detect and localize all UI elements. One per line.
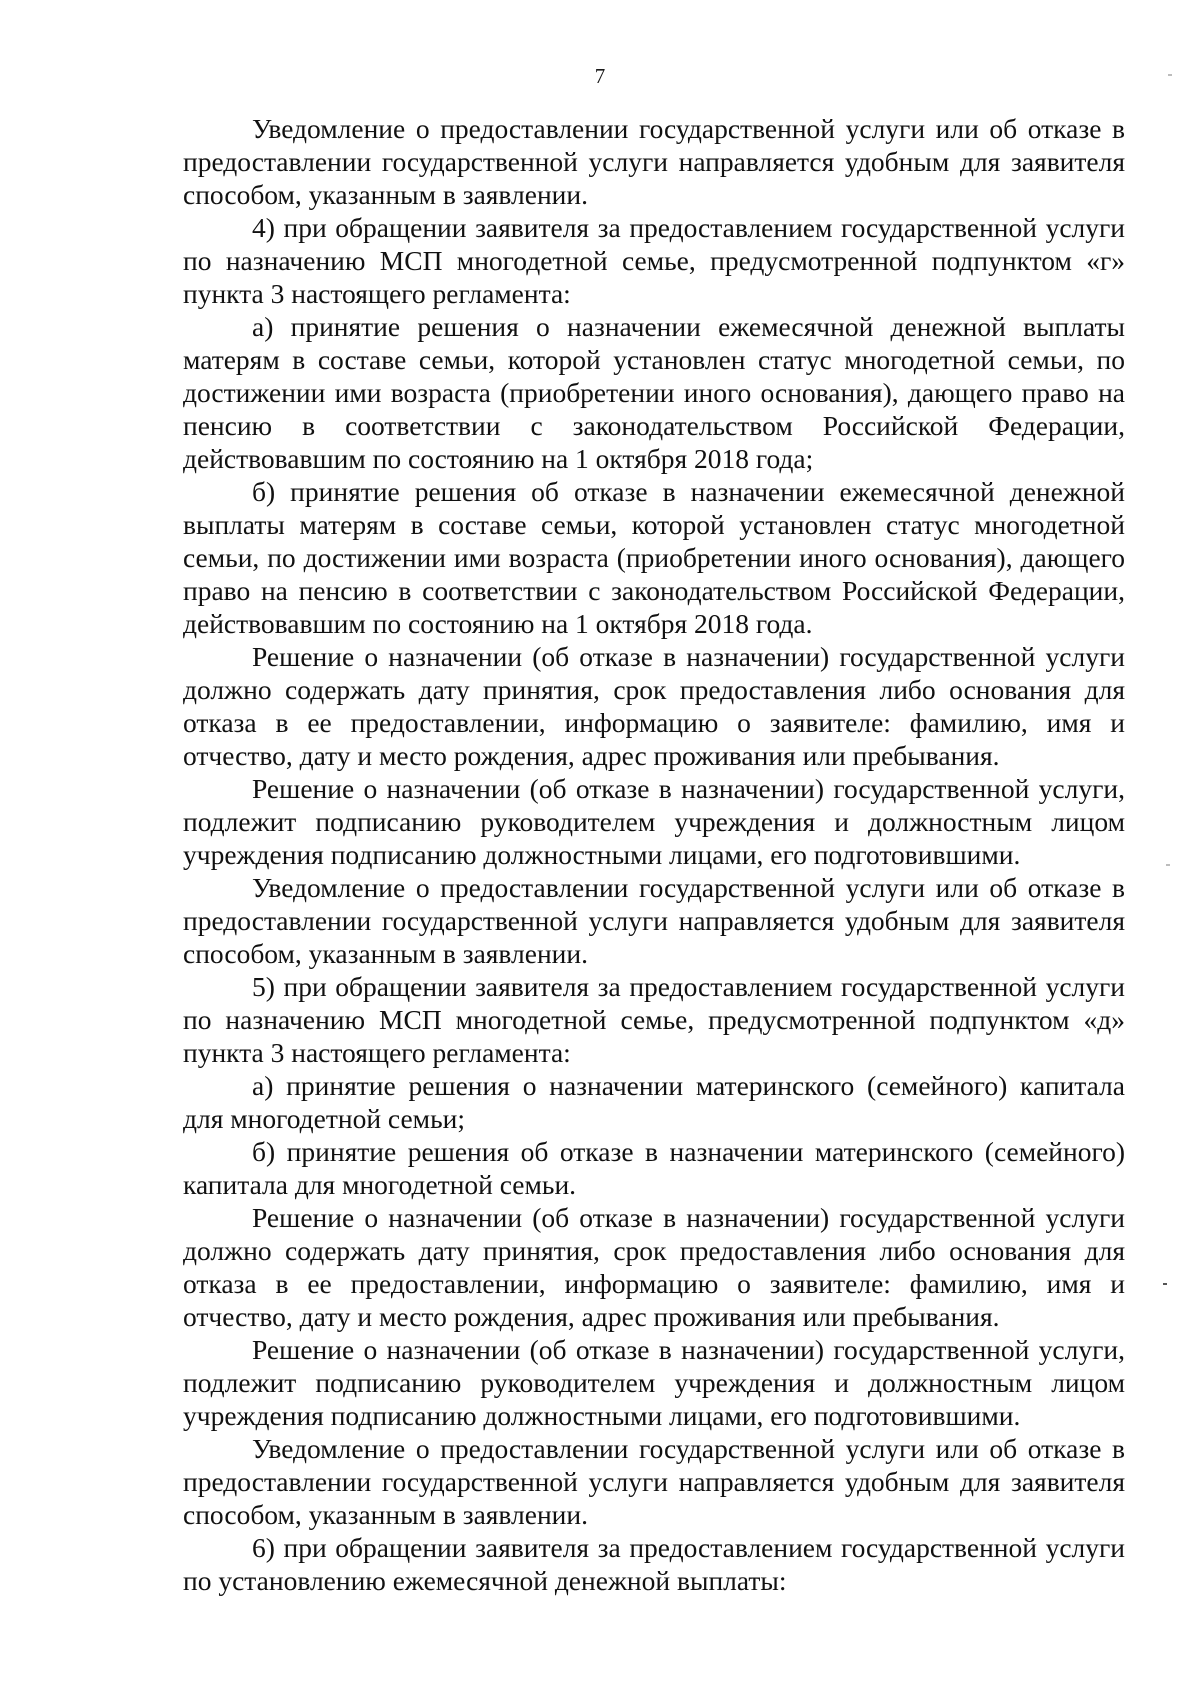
paragraph-notification-2: Уведомление о предоставлении государственной услуги или об отказе в предоставлении государственной услуги направляется удобным для заявителя способом, указанным в заявлении.	[183, 872, 1125, 969]
paragraph-item-5b: б) принятие решения об отказе в назначении материнского (семейного) капитала для многодетной семьи.	[183, 1136, 1125, 1200]
scan-speck	[1163, 1283, 1167, 1285]
paragraph-decision-signing-2: Решение о назначении (об отказе в назначении) государственной услуги, подлежит подписанию руководителем учреждения и должностным лицом учреждения подписанию должностными лицами, его подготовившими.	[183, 1334, 1125, 1431]
paragraph-decision-content-1: Решение о назначении (об отказе в назначении) государственной услуги должно содержать дату принятия, срок предоставления либо основания для отказа в ее предоставлении, информацию о заявителе: фамилию, имя и отчество, дату и место рождения, адрес проживания или пребывания.	[183, 641, 1125, 771]
paragraph-decision-signing-1: Решение о назначении (об отказе в назначении) государственной услуги, подлежит подписанию руководителем учреждения и должностным лицом учреждения подписанию должностными лицами, его подготовившими.	[183, 773, 1125, 870]
paragraph-item-5: 5) при обращении заявителя за предоставлением государственной услуги по назначению МСП многодетной семье, предусмотренной подпунктом «д» пункта 3 настоящего регламента:	[183, 971, 1125, 1068]
scan-speck	[1168, 74, 1172, 76]
scan-speck	[1166, 864, 1170, 866]
paragraph-item-5a: а) принятие решения о назначении материнского (семейного) капитала для многодетной семьи;	[183, 1070, 1125, 1134]
paragraph-item-4a: а) принятие решения о назначении ежемесячной денежной выплаты матерям в составе семьи, которой установлен статус многодетной семьи, по достижении ими возраста (приобретении иного основания), дающего право на пенсию в соответствии с законодательством Российской Федерации, действовавшим по состоянию на 1 октября 2018 года;	[183, 311, 1125, 474]
paragraph-item-4b: б) принятие решения об отказе в назначении ежемесячной денежной выплаты матерям в составе семьи, которой установлен статус многодетной семьи, по достижении ими возраста (приобретении иного основания), дающего право на пенсию в соответствии с законодательством Российской Федерации, действовавшим по состоянию на 1 октября 2018 года.	[183, 476, 1125, 639]
document-body	[183, 112, 1125, 1597]
paragraph-notification-1: Уведомление о предоставлении государственной услуги или об отказе в предоставлении государственной услуги направляется удобным для заявителя способом, указанным в заявлении.	[183, 113, 1125, 210]
paragraph-decision-content-2: Решение о назначении (об отказе в назначении) государственной услуги должно содержать дату принятия, срок предоставления либо основания для отказа в ее предоставлении, информацию о заявителе: фамилию, имя и отчество, дату и место рождения, адрес проживания или пребывания.	[183, 1202, 1125, 1332]
paragraph-notification-3: Уведомление о предоставлении государственной услуги или об отказе в предоставлении государственной услуги направляется удобным для заявителя способом, указанным в заявлении.	[183, 1433, 1125, 1530]
paragraph-item-4: 4) при обращении заявителя за предоставлением государственной услуги по назначению МСП многодетной семье, предусмотренной подпунктом «г» пункта 3 настоящего регламента:	[183, 212, 1125, 309]
paragraph-item-6: 6) при обращении заявителя за предоставлением государственной услуги по установлению ежемесячной денежной выплаты:	[183, 1532, 1125, 1596]
page-number: 7	[594, 64, 606, 88]
